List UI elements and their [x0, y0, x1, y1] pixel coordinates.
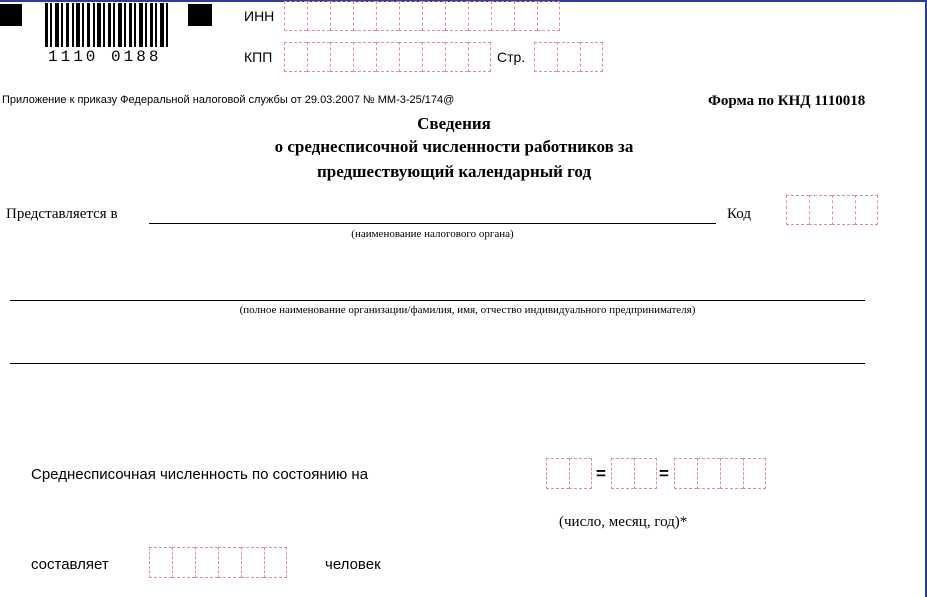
input-cell[interactable]: [569, 458, 592, 489]
input-cell[interactable]: [307, 1, 330, 31]
input-cell[interactable]: [330, 1, 353, 31]
headcount-input-cells[interactable]: [149, 547, 287, 578]
input-cell[interactable]: [149, 547, 172, 578]
form-code: Форма по КНД 1110018: [708, 93, 866, 109]
input-cell[interactable]: [172, 547, 195, 578]
input-cell[interactable]: [534, 42, 557, 72]
page-input-cells[interactable]: [534, 42, 603, 72]
input-cell[interactable]: [611, 458, 634, 489]
input-cell[interactable]: [353, 42, 376, 72]
input-cell[interactable]: [284, 1, 307, 31]
input-cell[interactable]: [468, 1, 491, 31]
input-cell[interactable]: [195, 547, 218, 578]
input-cell[interactable]: [399, 42, 422, 72]
presented-to-label: Представляется в: [6, 206, 118, 222]
input-cell[interactable]: [399, 1, 422, 31]
barcode-number: 1110 0188: [48, 48, 162, 66]
inn-label: ИНН: [244, 8, 275, 24]
title-line-1: Сведения: [417, 114, 491, 133]
date-separator-1: =: [596, 464, 606, 483]
corner-marker-left: [0, 4, 22, 26]
input-cell[interactable]: [537, 1, 560, 31]
input-cell[interactable]: [697, 458, 720, 489]
input-cell[interactable]: [514, 1, 537, 31]
year-input-cells[interactable]: [674, 458, 766, 489]
input-cell[interactable]: [743, 458, 766, 489]
title-line-2: о среднесписочной численности работников за: [274, 137, 634, 156]
kpp-input-cells[interactable]: [284, 42, 491, 72]
input-cell[interactable]: [376, 42, 399, 72]
input-cell[interactable]: [720, 458, 743, 489]
input-cell[interactable]: [218, 547, 241, 578]
month-input-cells[interactable]: [611, 458, 657, 489]
input-cell[interactable]: [634, 458, 657, 489]
organization-input-line[interactable]: [10, 300, 865, 301]
input-cell[interactable]: [809, 195, 832, 225]
unit-label: человек: [325, 556, 381, 573]
inn-input-cells[interactable]: [284, 1, 560, 31]
input-cell[interactable]: [353, 1, 376, 31]
input-cell[interactable]: [445, 1, 468, 31]
input-cell[interactable]: [468, 42, 491, 72]
input-cell[interactable]: [445, 42, 468, 72]
corner-marker-right: [188, 4, 212, 26]
input-cell[interactable]: [557, 42, 580, 72]
input-cell[interactable]: [376, 1, 399, 31]
page-label: Стр.: [497, 49, 526, 65]
input-cell[interactable]: [284, 42, 307, 72]
input-cell[interactable]: [307, 42, 330, 72]
title-line-3: предшествующий календарный год: [316, 162, 592, 181]
input-cell[interactable]: [786, 195, 809, 225]
input-cell[interactable]: [422, 1, 445, 31]
day-input-cells[interactable]: [546, 458, 592, 489]
barcode-image: [45, 3, 170, 47]
headcount-label: Среднесписочная численность по состоянию на: [31, 466, 369, 483]
input-cell[interactable]: [674, 458, 697, 489]
input-cell[interactable]: [580, 42, 603, 72]
date-separator-2: =: [659, 464, 669, 483]
input-cell[interactable]: [832, 195, 855, 225]
code-input-cells[interactable]: [786, 195, 878, 225]
kpp-label: КПП: [244, 49, 273, 65]
input-cell[interactable]: [264, 547, 287, 578]
organization-second-line[interactable]: [10, 363, 865, 364]
tax-authority-caption: (наименование налогового органа): [351, 228, 514, 240]
organization-caption: (полное наименование организации/фамилия, имя, отчество индивидуального предпринимателя): [239, 304, 696, 316]
input-cell[interactable]: [422, 42, 445, 72]
input-cell[interactable]: [855, 195, 878, 225]
amount-label: составляет: [31, 556, 109, 573]
input-cell[interactable]: [241, 547, 264, 578]
code-label: Код: [727, 206, 751, 222]
date-caption: (число, месяц, год)*: [559, 514, 688, 530]
input-cell[interactable]: [491, 1, 514, 31]
input-cell[interactable]: [330, 42, 353, 72]
tax-authority-input-line[interactable]: [149, 223, 716, 224]
input-cell[interactable]: [546, 458, 569, 489]
appendix-text: Приложение к приказу Федеральной налоговой службы от 29.03.2007 № ММ-3-25/174@: [2, 94, 455, 106]
